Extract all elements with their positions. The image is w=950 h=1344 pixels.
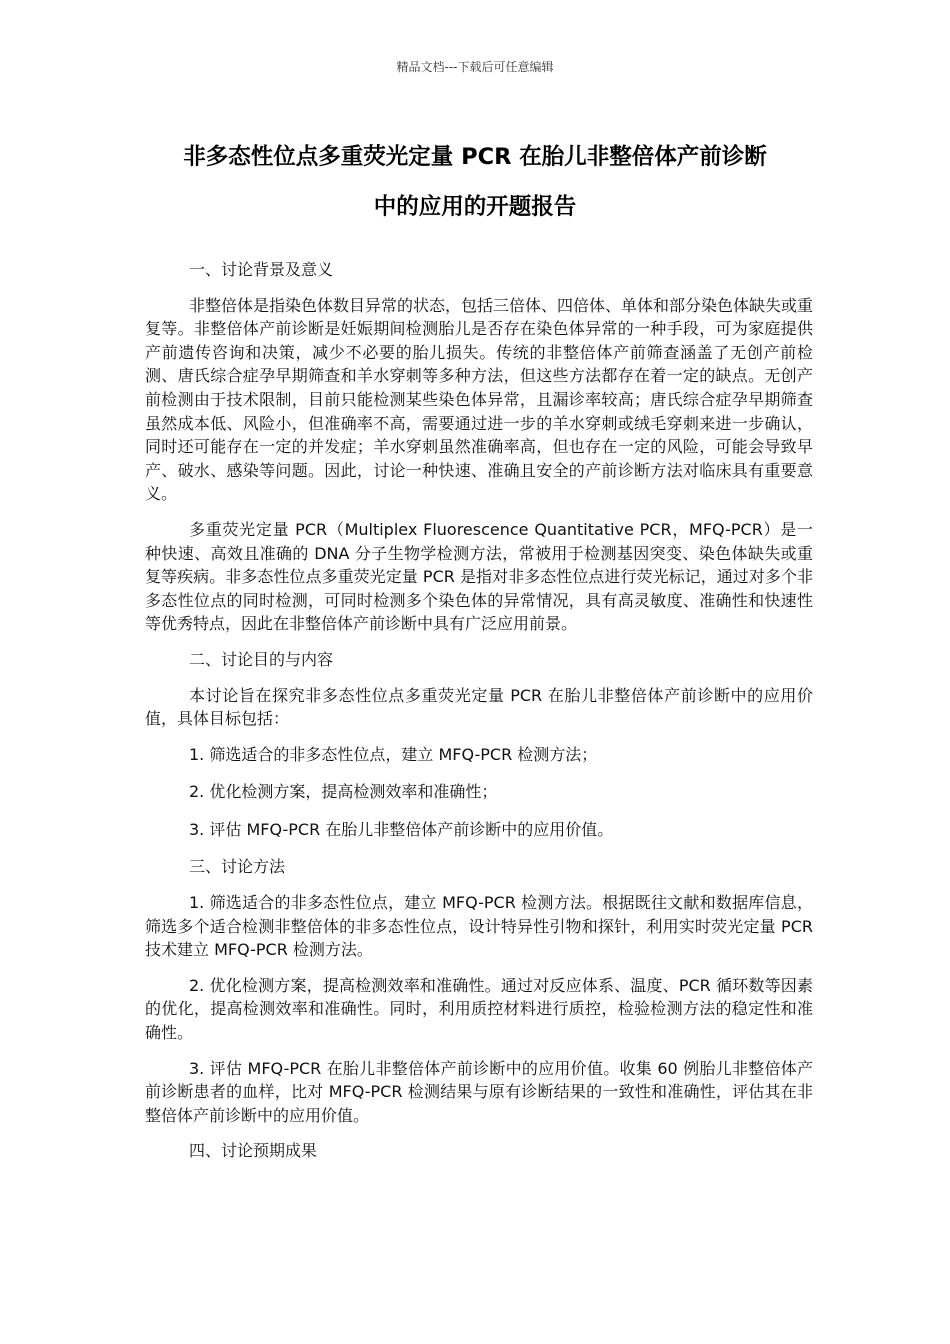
section-3-heading: 三、讨论方法 [189, 857, 286, 877]
section-2-item: 3. 评估 MFQ-PCR 在胎儿非整倍体产前诊断中的应用价值。 [189, 819, 614, 839]
section-2-paragraph-1: 本讨论旨在探究非多态性位点多重荧光定量 PCR 在胎儿非整倍体产前诊断中的应用价值，具体目标包括： [145, 685, 813, 729]
document-title-line-2: 中的应用的开题报告 [373, 194, 577, 220]
section-3-item: 2. 优化检测方案，提高检测效率和准确性。通过对反应体系、温度、PCR 循环数等因素的优化，提高检测效率和准确性。同时，利用质控材料进行质控，检验检测方法的稳定性和准确性。 [145, 975, 813, 1043]
section-3-item: 1. 筛选适合的非多态性位点，建立 MFQ-PCR 检测方法。根据既往文献和数据库信息，筛选多个适合检测非整倍体的非多态性位点，设计特异性引物和探针，利用实时荧光定量 PCR 技术建立 MFQ-PCR 检测方法。 [145, 893, 813, 960]
document-body [145, 258, 813, 1175]
section-3-item: 3. 评估 MFQ-PCR 在胎儿非整倍体产前诊断中的应用价值。收集 60 例胎儿非整倍体产前诊断患者的血样，比对 MFQ-PCR 检测结果与原有诊断结果的一致性和准确性，评估其在非整倍体产前诊断中的应用价值。 [145, 1058, 813, 1125]
section-2-heading: 二、讨论目的与内容 [189, 649, 334, 669]
section-2-item: 2. 优化检测方案，提高检测效率和准确性； [189, 782, 498, 802]
section-1-paragraph-1: 非整倍体是指染色体数目异常的状态，包括三倍体、四倍体、单体和部分染色体缺失或重复等。非整倍体产前诊断是妊娠期间检测胎儿是否存在染色体异常的一种手段，可为家庭提供产前遗传咨询和决策，减少不必要的胎儿损失。传统的非整倍体产前筛查涵盖了无创产前检测、唐氏综合症孕早期筛查和羊水穿刺等多种方法，但这些方法都存在着一定的缺点。无创产前检测由于技术限制，目前只能检测某些染色体异常，且漏诊率较高；唐氏综合症孕早期筛查虽然成本低、风险小，但准确率不高，需要通过进一步的羊水穿刺或绒毛穿刺来进一步确认，同时还可能存在一定的并发症；羊水穿刺虽然准确率高，但也存在一定的风险，可能会导致早产、破水、感染等问题。因此，讨论一种快速、准确且安全的产前诊断方法对临床具有重要意义。 [145, 295, 814, 504]
header-note: 精品文档---下载后可任意编辑 [396, 60, 554, 74]
section-4-heading: 四、讨论预期成果 [189, 1141, 318, 1161]
section-1-heading: 一、讨论背景及意义 [189, 260, 334, 279]
document-title-line-1: 非多态性位点多重荧光定量 PCR 在胎儿非整倍体产前诊断 [183, 144, 767, 170]
section-1-paragraph-2: 多重荧光定量 PCR（Multiplex Fluorescence Quantitative PCR，MFQ-PCR）是一种快速、高效且准确的 DNA 分子生物学检测方法，常被用于检测基因突变、染色体缺失或重复等疾病。非多态性位点多重荧光定量 PCR 是指对非多态性位点进行荧光标记，通过对多个非多态性位点的同时检测，可同时检测多个染色体的异常情况，具有高灵敏度、准确性和快速性等优秀特点，因此在非整倍体产前诊断中具有广泛应用前景。 [145, 519, 813, 634]
section-2-item: 1. 筛选适合的非多态性位点，建立 MFQ-PCR 检测方法； [189, 744, 598, 764]
